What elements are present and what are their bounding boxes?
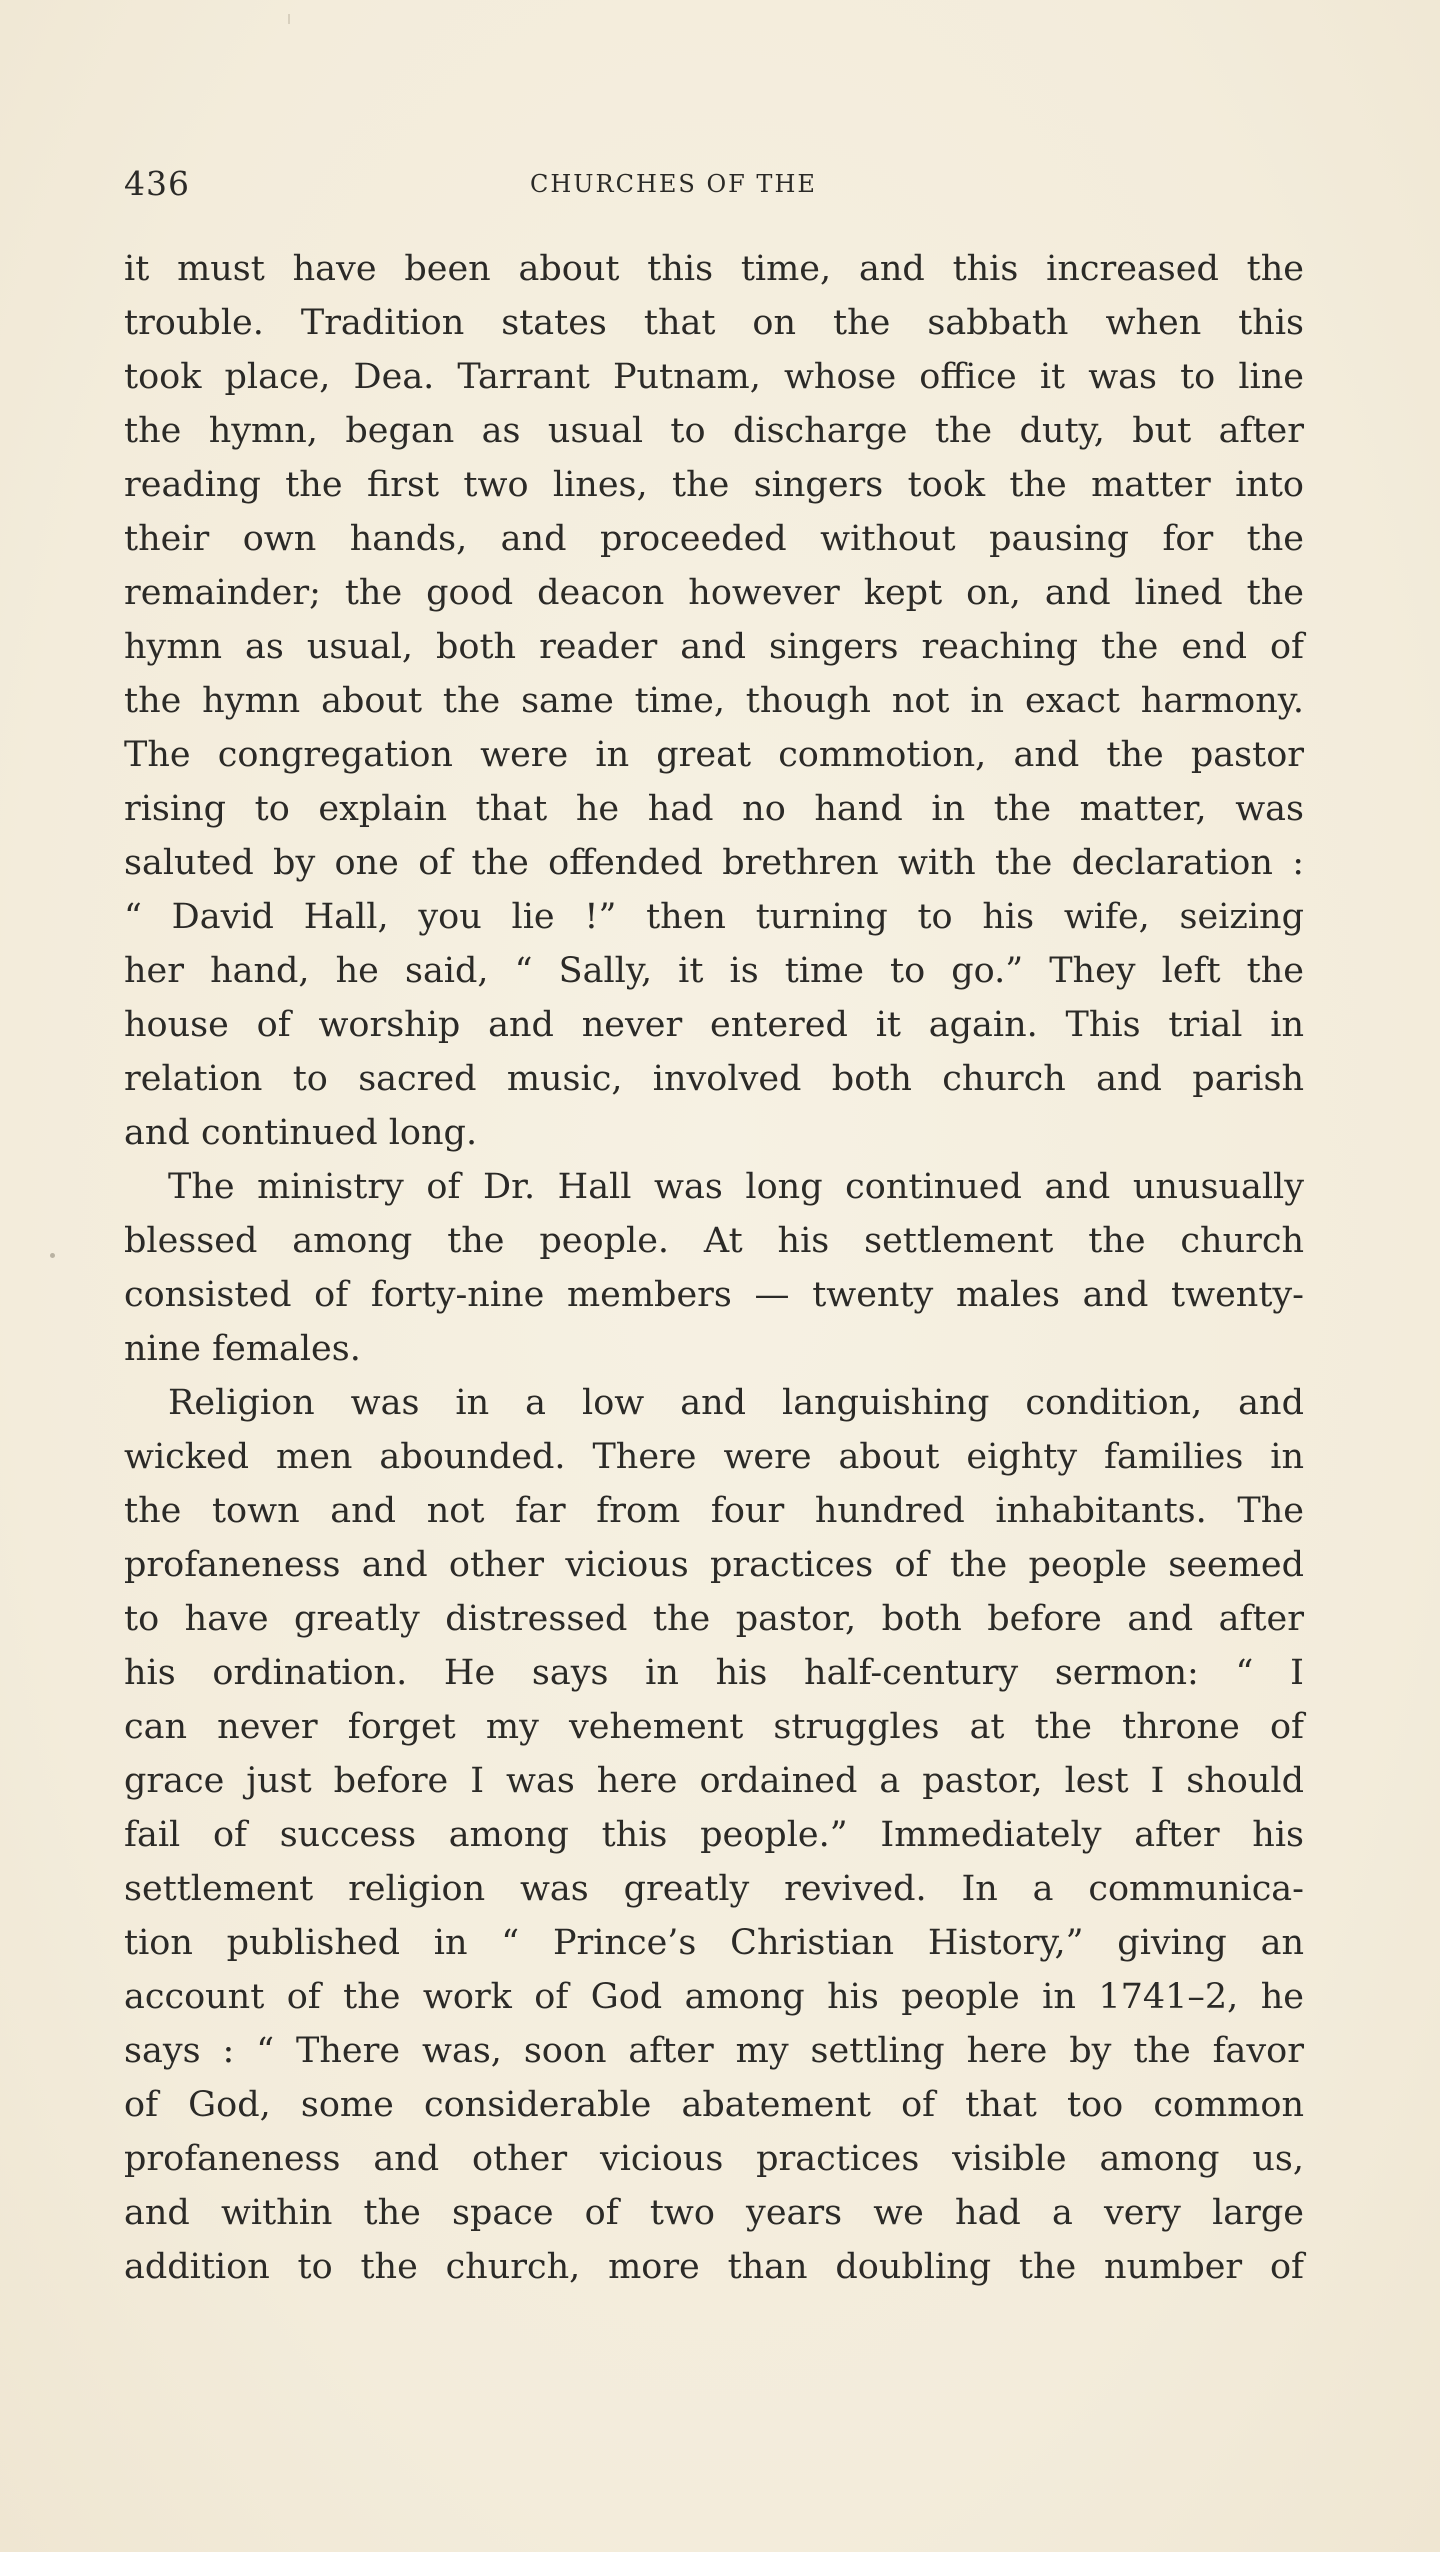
text-line: saluted by one of the offended brethren with the declaration : (124, 843, 1304, 883)
text-line: the hymn, began as usual to discharge the duty, but after (124, 411, 1304, 451)
text-line: to have greatly distressed the pastor, both before and after (124, 1599, 1304, 1639)
text-line: and within the space of two years we had a very large (124, 2193, 1304, 2233)
text-line: account of the work of God among his people in 1741–2, he (124, 1977, 1304, 2017)
text-line: addition to the church, more than doubling the number of (124, 2247, 1304, 2287)
text-line: grace just before I was here ordained a pastor, lest I should (124, 1761, 1304, 1801)
text-line: the town and not far from four hundred inhabitants. The (124, 1491, 1304, 1531)
text-line: his ordination. He says in his half-century sermon: “ I (124, 1653, 1304, 1693)
text-line: house of worship and never entered it again. This trial in (124, 1005, 1304, 1045)
text-line: their own hands, and proceeded without pausing for the (124, 519, 1304, 559)
text-line: The ministry of Dr. Hall was long continued and unusually (168, 1167, 1304, 1207)
text-line: can never forget my vehement struggles at the throne of (124, 1707, 1304, 1747)
paper-speck (288, 14, 290, 24)
body-text (124, 242, 1304, 2294)
text-line: and continued long. (124, 1113, 478, 1153)
page-header (124, 164, 1304, 208)
text-line: it must have been about this time, and this increased the (124, 249, 1304, 289)
text-line: settlement religion was greatly revived. In a communica- (124, 1869, 1304, 1909)
text-line: her hand, he said, “ Sally, it is time to go.” They left the (124, 951, 1304, 991)
text-line: blessed among the people. At his settlement the church (124, 1221, 1304, 1261)
text-line: wicked men abounded. There were about eighty families in (124, 1437, 1304, 1477)
text-line: profaneness and other vicious practices of the people seemed (124, 1545, 1304, 1585)
text-line: trouble. Tradition states that on the sabbath when this (124, 303, 1304, 343)
running-head: CHURCHES OF THE (530, 170, 817, 198)
text-line: hymn as usual, both reader and singers reaching the end of (124, 627, 1304, 667)
text-line: the hymn about the same time, though not in exact harmony. (124, 681, 1304, 721)
text-line: remainder; the good deacon however kept on, and lined the (124, 573, 1304, 613)
text-line: fail of success among this people.” Immediately after his (124, 1815, 1304, 1855)
text-line: profaneness and other vicious practices visible among us, (124, 2139, 1304, 2179)
text-line: tion published in “ Prince’s Christian History,” giving an (124, 1923, 1304, 1963)
page-number: 436 (124, 164, 190, 203)
text-line: reading the first two lines, the singers took the matter into (124, 465, 1304, 505)
text-line: Religion was in a low and languishing condition, and (168, 1383, 1304, 1423)
text-line: nine females. (124, 1329, 361, 1369)
text-line: took place, Dea. Tarrant Putnam, whose office it was to line (124, 357, 1304, 397)
text-line: “ David Hall, you lie !” then turning to his wife, seizing (124, 897, 1304, 937)
margin-mark (50, 1253, 55, 1258)
text-line: The congregation were in great commotion, and the pastor (124, 735, 1304, 775)
text-line: says : “ There was, soon after my settling here by the favor (124, 2031, 1304, 2071)
text-line: relation to sacred music, involved both church and parish (124, 1059, 1304, 1099)
text-line: rising to explain that he had no hand in the matter, was (124, 789, 1304, 829)
text-line: of God, some considerable abatement of that too common (124, 2085, 1304, 2125)
text-line: consisted of forty-nine members — twenty males and twenty- (124, 1275, 1304, 1315)
